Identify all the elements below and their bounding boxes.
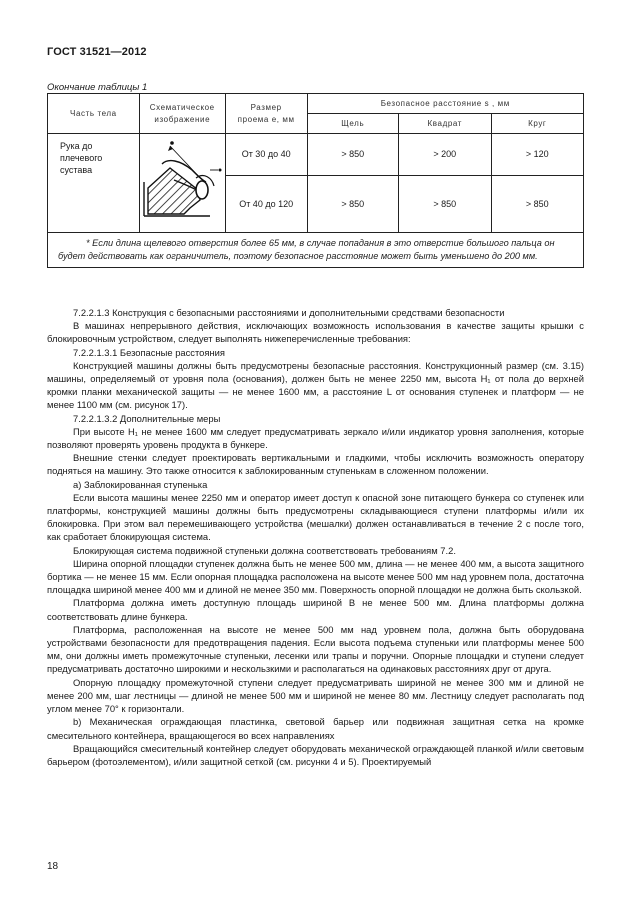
- header-square: Квадрат: [399, 114, 492, 134]
- paragraph: Опорную площадку промежуточной ступени следует предусматривать шириной не менее 300 мм и длиной не менее 200 мм, шаг лестницы — длиной не менее 500 мм и шириной не менее 80 мм. Лестницу следует располагать под углом менее 70° к горизонтали.: [47, 676, 584, 715]
- body-part-cell: Рука до плечевого сустава: [48, 134, 140, 233]
- table-cell: > 850: [307, 134, 398, 176]
- table-cell: > 120: [491, 134, 583, 176]
- table-cell: От 30 до 40: [225, 134, 307, 176]
- paragraph: b) Механическая ограждающая пластинка, световой барьер или подвижная защитная сетка на кромке смесительного контейнера, вращающегося во всех направлениях: [47, 716, 584, 741]
- header-schematic: Схематическое изображение: [139, 94, 225, 134]
- paragraph: Платформа должна иметь доступную площадь шириной B не менее 500 мм. Длина платформы должна соответствовать длине бункера.: [47, 597, 584, 622]
- document-header: ГОСТ 31521—2012: [47, 46, 147, 58]
- arm-schematic-figure: [140, 134, 225, 230]
- paragraph: Блокирующая система подвижной ступеньки должна соответствовать требованиям 7.2.: [73, 544, 456, 556]
- paragraph: Ширина опорной площадки ступенек должна быть не менее 500 мм, длина — не менее 400 мм, а высота защитного бортика — не менее 15 мм. Если опорная площадка расположена на высоте менее 500 мм над уровнем пола, достаточна площадка шириной менее 400 мм и длиной не менее 350 мм. Поверхность опорной площадки не должна быть скользкой.: [47, 557, 584, 596]
- paragraph: а) Заблокированная ступенька: [73, 478, 208, 490]
- paragraph: В машинах непрерывного действия, исключающих возможность использования в качестве защиты крышки с блокировочным устройством, следует выполнять нижеперечисленные требования:: [47, 320, 584, 345]
- safety-distance-table: [47, 93, 584, 268]
- schematic-cell: [139, 134, 225, 233]
- header-circle: Круг: [491, 114, 583, 134]
- header-safe-distance: Безопасное расстояние s , мм: [307, 94, 583, 114]
- paragraph: Платформа, расположенная на высоте не менее 500 мм над уровнем пола, должна быть оборудована устройствами безопасности для предотвращения падения. Если высота подъема ступеньки или платформы менее 500 мм, они должны иметь промежуточные ступеньки, лесенки или трапы и поручни. Опорные площадки и ступени следует предусматривать достаточно широкими и нескользкими и располагаться на одинаковых расстояниях друг от друга.: [47, 623, 584, 675]
- paragraph: Вращающийся смесительный контейнер следует оборудовать механической ограждающей планкой и/или световым барьером (фотоэлементом), и/или защитной сеткой (см. рисунки 4 и 5). Проектируемый: [47, 742, 584, 767]
- table-cell: > 850: [307, 175, 398, 232]
- table-caption: Окончание таблицы 1: [47, 82, 148, 93]
- paragraph: 7.2.2.1.3 Конструкция с безопасными расстояниями и дополнительными средствами безопасности: [73, 307, 505, 318]
- table-cell: > 200: [399, 134, 492, 176]
- paragraph: При высоте H₁ не менее 1600 мм следует предусматривать зеркало и/или индикатор уровня заполнения, которые позволяют проверять уровень продукта в бункере.: [47, 425, 584, 451]
- paragraph: Внешние стенки следует проектировать вертикальными и гладкими, чтобы исключить возможность оператору подняться на машину. Это также относится к заблокированным ступенькам в сложенном положении.: [47, 452, 584, 477]
- table-footnote-text: * Если длина щелевого отверстия более 65 мм, в случае попадания в это отверстие большого пальца он будет действовать как ограничитель, поэтому безопасное расстояние может быть уменьшено до 200 мм.: [58, 238, 555, 261]
- paragraph: Конструкцией машины должны быть предусмотрены безопасные расстояния. Конструкционный размер (см. 3.15) машины, определяемый от уровня пола (основания), должен быть не менее 2250 мм, высота H₁ от пола до верхней кромки планки механической защиты — не менее 1600 мм, а расстояние L от основания ступенек и платформ — не менее 1100 мм (см. рисунок 17).: [47, 359, 584, 411]
- table-cell: > 850: [399, 175, 492, 232]
- table-cell: От 40 до 120: [225, 175, 307, 232]
- body-text: [47, 306, 584, 768]
- page-number: 18: [47, 861, 59, 872]
- header-slot: Щель: [307, 114, 398, 134]
- header-body-part: Часть тела: [48, 94, 140, 134]
- paragraph: 7.2.2.1.3.2 Дополнительные меры: [73, 412, 221, 424]
- header-opening-size: Размер проема e, мм: [225, 94, 307, 134]
- table-footnote: [48, 233, 584, 268]
- paragraph: Если высота машины менее 2250 мм и оператор имеет доступ к опасной зоне питающего бункера со ступенек или платформы, конструкцией машины должны быть предусмотрены складывающиеся ступени платформы и/или их блокировка. При этом вал перемешивающего устройства (мешалки) должен останавливаться в течение 2 с после того, как сработает блокирующая система.: [47, 491, 584, 543]
- table-cell: > 850: [491, 175, 583, 232]
- paragraph: 7.2.2.1.3.1 Безопасные расстояния: [73, 346, 225, 358]
